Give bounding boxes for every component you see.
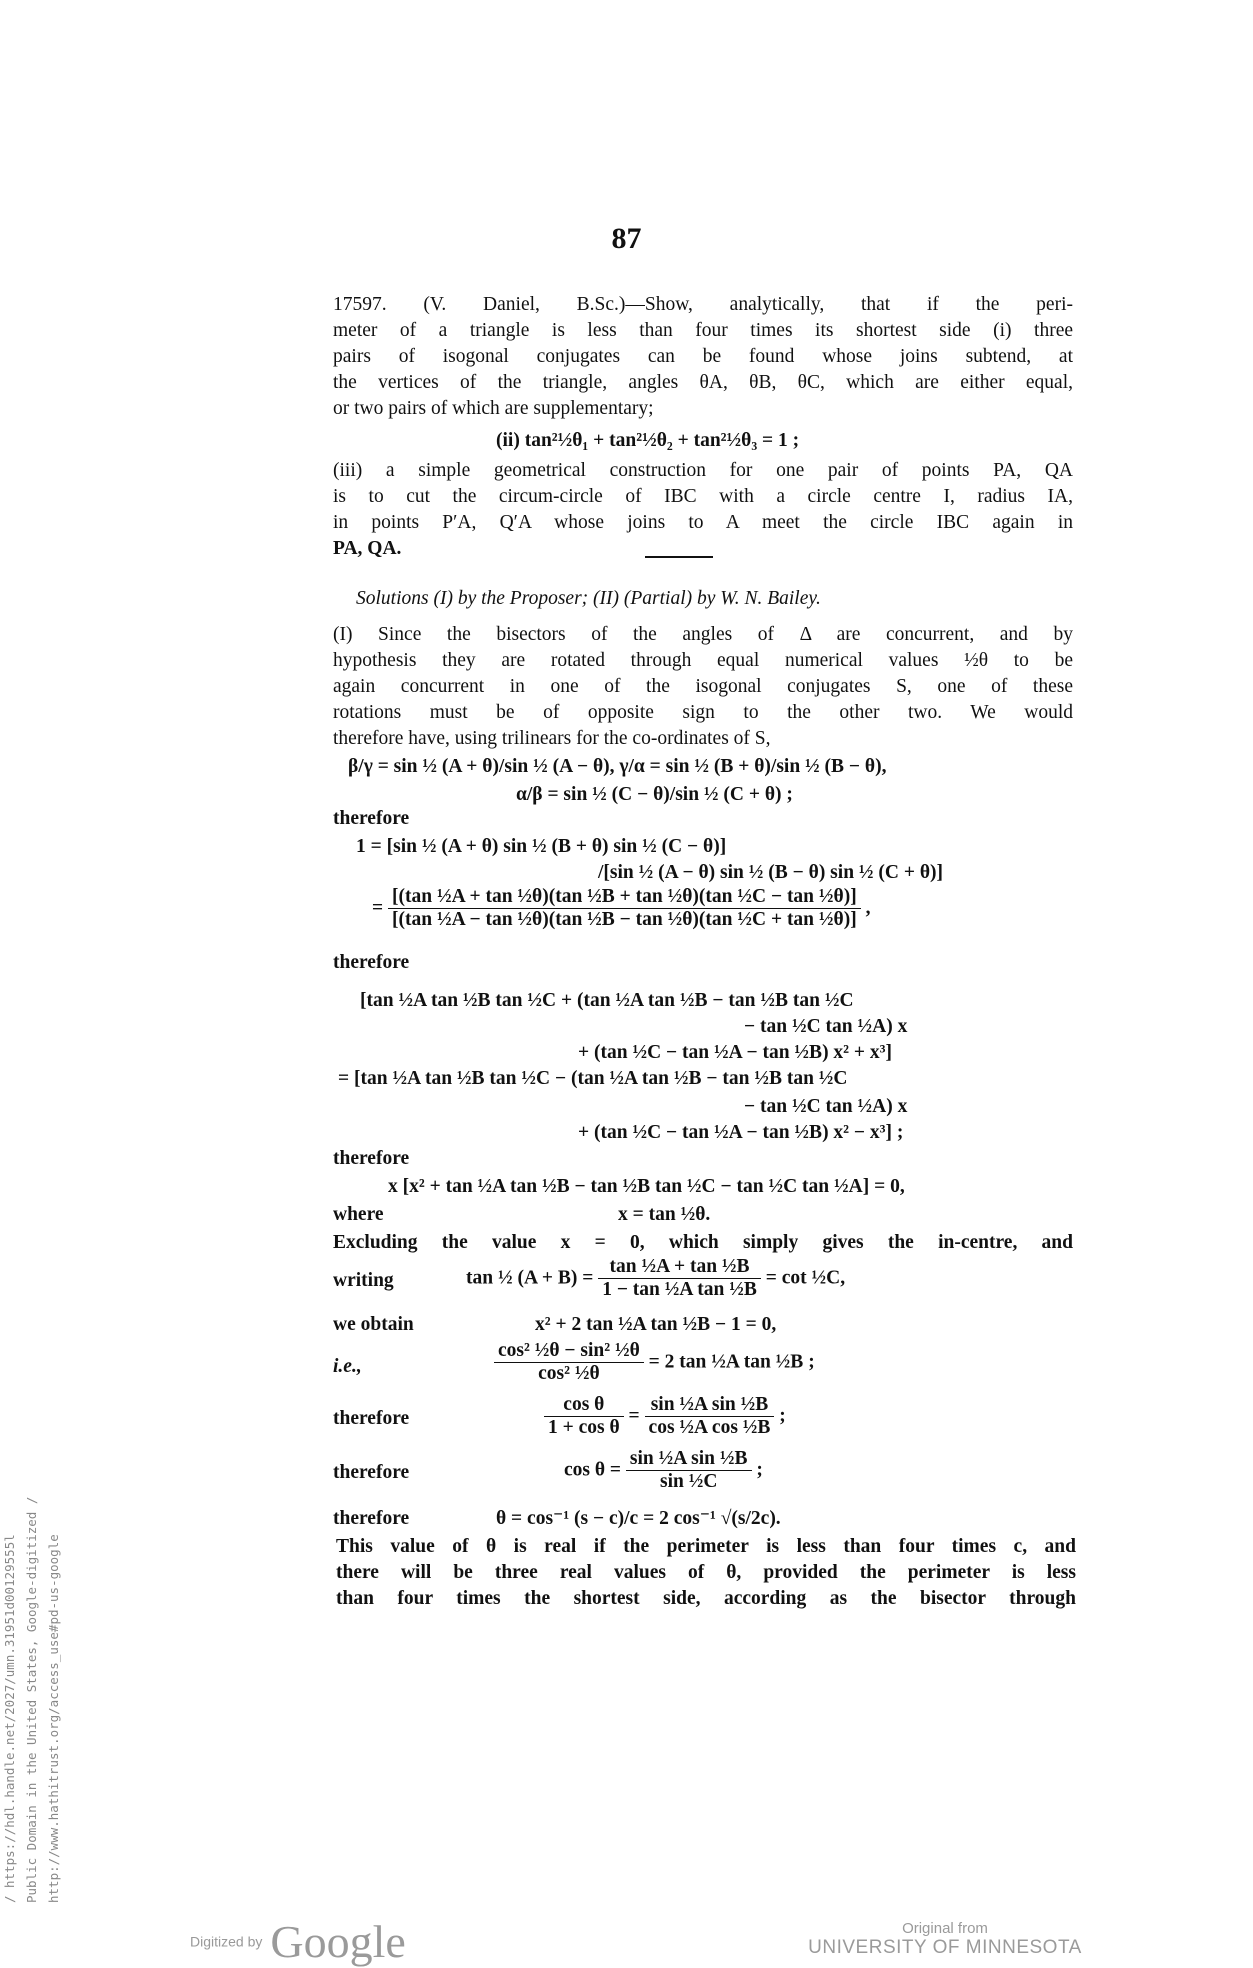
original-from: [800, 1920, 1090, 1959]
equals-sign: =: [628, 1405, 640, 1427]
question-line: the vertices of the triangle, angles θA, θB, θC, which are either equal,: [333, 372, 1073, 393]
equation: + (tan ½C − tan ½A − tan ½B) x² − x³] ;: [578, 1122, 904, 1143]
equation: [tan ½A tan ½B tan ½C + (tan ½A tan ½B − tan ½B tan ½C: [360, 990, 854, 1011]
digitized-by-label: Digitized by: [190, 1933, 263, 1950]
equation: x = tan ½θ.: [618, 1204, 711, 1225]
body-line: (I) Since the bisectors of the angles of Δ are concurrent, and by: [333, 624, 1073, 645]
watermark-line: Public Domain in the United States, Google-digitized / http://www.hathitrust.org/access_use#pd-us-google: [24, 1496, 61, 1903]
body-line: This value of θ is real if the perimeter is less than four times c, and: [336, 1536, 1076, 1557]
fraction-numerator: cos² ½θ − sin² ½θ: [494, 1340, 644, 1363]
fraction-denominator: 1 + cos θ: [548, 1417, 620, 1438]
digitized-by-google: [190, 1915, 406, 1968]
section-divider: [645, 556, 713, 558]
solutions-heading: Solutions (I) by the Proposer; (II) (Partial) by W. N. Bailey.: [356, 588, 821, 609]
fraction-numerator: sin ½A sin ½B: [645, 1394, 775, 1417]
body-line: there will be three real values of θ, provided the perimeter is less: [336, 1562, 1076, 1583]
punctuation: ;: [779, 1405, 786, 1427]
body-line: hypothesis they are rotated through equal numerical values ½θ to be: [333, 650, 1073, 671]
original-from-label: Original from: [902, 1920, 988, 1937]
equation: − tan ½C tan ½A) x: [744, 1096, 908, 1117]
therefore-label: therefore: [333, 1508, 410, 1529]
question-line: in points P′A, Q′A whose joins to A meet the circle IBC again in: [333, 512, 1073, 533]
equation-rhs: = 2 tan ½A tan ½B ;: [648, 1351, 815, 1373]
fraction-numerator: [(tan ½A + tan ½θ)(tan ½B + tan ½θ)(tan ½C − tan ½θ)]: [388, 886, 861, 909]
writing-label: writing: [333, 1270, 394, 1291]
equation: β/γ = sin ½ (A + θ)/sin ½ (A − θ), γ/α = sin ½ (B + θ)/sin ½ (B − θ),: [348, 756, 887, 777]
fraction-denominator: cos² ½θ: [538, 1363, 600, 1384]
question-line: meter of a triangle is less than four times its shortest side (i) three: [333, 320, 1073, 341]
equation: + (tan ½C − tan ½A − tan ½B) x² + x³]: [578, 1042, 892, 1063]
therefore-label: therefore: [333, 1462, 410, 1483]
equation-fraction: [494, 1340, 815, 1385]
equation-rhs: = cot ½C,: [765, 1267, 846, 1289]
body-line: rotations must be of opposite sign to the other two. We would: [333, 702, 1073, 723]
question-line: PA, QA.: [333, 538, 402, 559]
where-label: where: [333, 1204, 384, 1225]
body-line: than four times the shortest side, according as the bisector through: [336, 1588, 1076, 1609]
question-line: (iii) a simple geometrical construction for one pair of points PA, QA: [333, 460, 1073, 481]
question-line: or two pairs of which are supplementary;: [333, 398, 654, 419]
equation: 1 = [sin ½ (A + θ) sin ½ (B + θ) sin ½ (C − θ)]: [356, 836, 727, 857]
question-line: is to cut the circum-circle of IBC with a circle centre I, radius IA,: [333, 486, 1073, 507]
question-equation: (ii) tan²½θ₁ + tan²½θ₂ + tan²½θ₃ = 1 ;: [496, 430, 800, 451]
equation-fraction: [564, 1448, 763, 1493]
fraction-denominator: 1 − tan ½A tan ½B: [602, 1279, 757, 1300]
fraction-denominator: cos ½A cos ½B: [648, 1417, 771, 1438]
equation: = [tan ½A tan ½B tan ½C − (tan ½A tan ½B − tan ½B tan ½C: [338, 1068, 848, 1089]
equation: − tan ½C tan ½A) x: [744, 1016, 908, 1037]
therefore-label: therefore: [333, 1408, 410, 1429]
equation-lhs: tan ½ (A + B) =: [466, 1267, 594, 1289]
fraction-numerator: cos θ: [544, 1394, 624, 1417]
equation: α/β = sin ½ (C − θ)/sin ½ (C + θ) ;: [516, 784, 793, 805]
therefore-label: therefore: [333, 1148, 410, 1169]
question-line: 17597. (V. Daniel, B.Sc.)—Show, analytically, that if the peri-: [333, 294, 1073, 315]
equation-fraction: [466, 1256, 845, 1301]
therefore-label: therefore: [333, 808, 410, 829]
we-obtain-label: we obtain: [333, 1314, 414, 1335]
fraction-denominator: [(tan ½A − tan ½θ)(tan ½B − tan ½θ)(tan ½C + tan ½θ)]: [392, 909, 857, 930]
punctuation: ;: [756, 1459, 763, 1481]
page-number: 87: [611, 222, 642, 255]
fraction-numerator: tan ½A + tan ½B: [598, 1256, 761, 1279]
watermark-line: / https://hdl.handle.net/2027/umn.31951d00129555l: [2, 1534, 17, 1903]
body-line: again concurrent in one of the isogonal conjugates S, one of these: [333, 676, 1073, 697]
therefore-label: therefore: [333, 952, 410, 973]
equation-fraction: = $\frac{\text{[(tan ½A + tan ½θ)(tan ½B + tan ½θ)(tan ½C − tan ½θ)]}}{\text{[(tan ½A − tan ½θ)(tan ½B − tan ½θ)(tan ½C + tan ½θ)]}}$ ,: [372, 886, 871, 930]
equation: x² + 2 tan ½A tan ½B − 1 = 0,: [535, 1314, 777, 1335]
equation-fraction: [544, 1394, 786, 1439]
equation-lhs: cos θ =: [564, 1459, 622, 1481]
question-line: pairs of isogonal conjugates can be found whose joins subtend, at: [333, 346, 1073, 367]
body-line: Excluding the value x = 0, which simply gives the in-centre, and: [333, 1232, 1073, 1253]
body-line: therefore have, using trilinears for the co-ordinates of S,: [333, 728, 771, 749]
ie-label: i.e.,: [333, 1356, 362, 1377]
equation: θ = cos⁻¹ (s − c)/c = 2 cos⁻¹ √(s/2c).: [496, 1508, 781, 1529]
access-watermark: [0, 1463, 61, 1903]
fraction-numerator: sin ½A sin ½B: [626, 1448, 752, 1471]
university-name: UNIVERSITY OF MINNESOTA: [808, 1937, 1082, 1958]
equation: x [x² + tan ½A tan ½B − tan ½B tan ½C − tan ½C tan ½A] = 0,: [388, 1176, 905, 1197]
equation: /[sin ½ (A − θ) sin ½ (B − θ) sin ½ (C + θ)]: [598, 862, 944, 883]
google-logo: Google: [270, 1916, 406, 1967]
fraction-denominator: sin ½C: [660, 1471, 718, 1492]
